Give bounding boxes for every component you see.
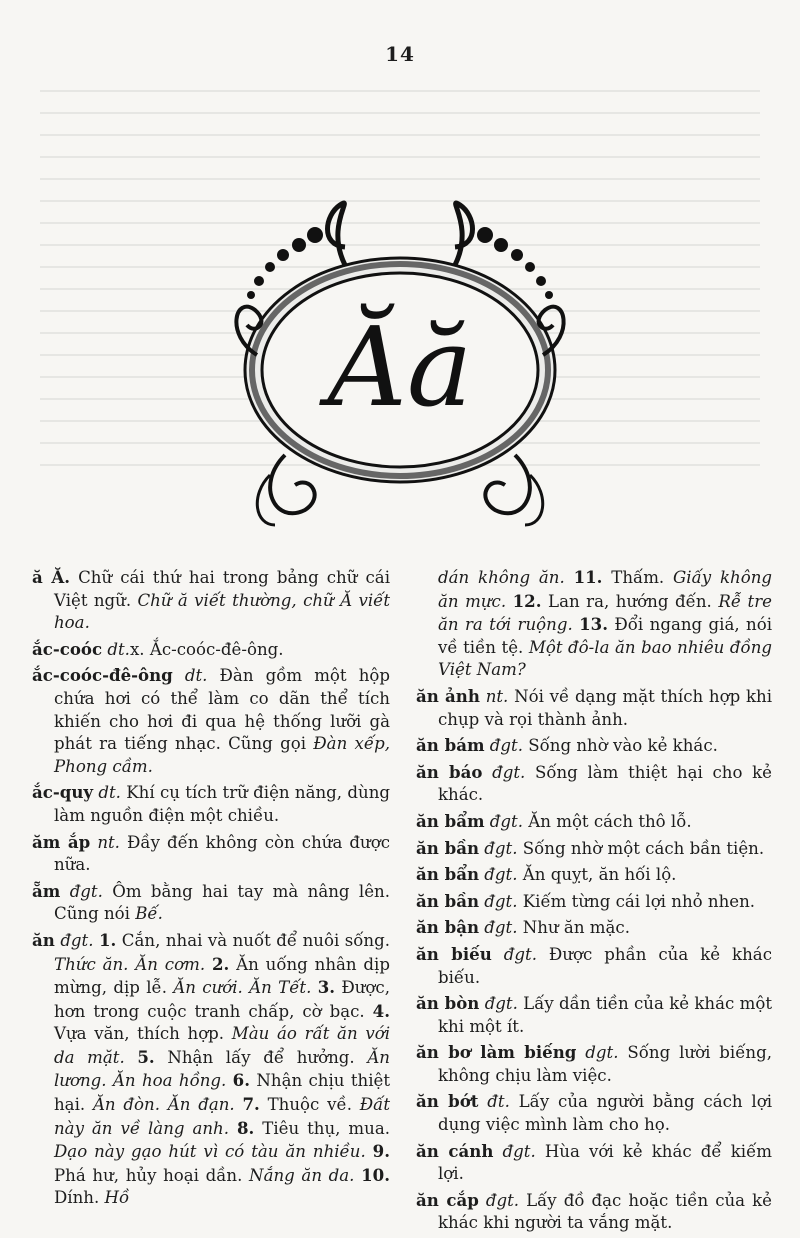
definition-text: [60, 882, 69, 901]
example: Thức ăn. Ăn cơm.: [54, 954, 206, 974]
headword: ăn bẩm: [416, 810, 485, 831]
part-of-speech: đgt.: [492, 762, 526, 782]
headword: ă Ă.: [32, 567, 70, 587]
headword: ăn bám: [416, 735, 485, 756]
definition-text: Lấy đồ đạc hoặc tiền của kẻ khác khi người ta vắng mặt.: [438, 1190, 772, 1233]
headword: ăn báo: [416, 761, 483, 782]
part-of-speech: dt.: [107, 639, 130, 659]
dictionary-entry: [32, 566, 390, 635]
part-of-speech: nt.: [485, 686, 509, 706]
sense-number: 1.: [98, 929, 117, 950]
headword: ăn biếu: [416, 943, 492, 964]
example: Ăn lương. Ăn hoa hồng.: [54, 1047, 390, 1091]
sense-number: 2.: [211, 953, 230, 974]
part-of-speech: đgt.: [484, 838, 518, 858]
headword: ăn bẩn: [416, 864, 480, 885]
dictionary-entry: [32, 880, 390, 926]
dictionary-entry: [32, 664, 390, 778]
part-of-speech: đgt.: [60, 930, 94, 950]
definition-text: Phá hư, hủy hoại dần.: [54, 1165, 250, 1185]
dictionary-entry: [416, 1189, 772, 1235]
definition-text: Vựa văn, thích hợp.: [54, 1024, 232, 1044]
part-of-speech: đt.: [487, 1092, 510, 1112]
example: Rễ tre ăn ra tới ruộng.: [438, 591, 772, 635]
definition-text: Lấy dần tiền của kẻ khác một khi một ít.: [438, 994, 772, 1036]
definition-text: Hùa với kẻ khác để kiếm lợi.: [438, 1141, 773, 1184]
headword: ăn: [32, 929, 55, 950]
definition-text: [576, 1043, 585, 1062]
right-column: [416, 566, 772, 1238]
headword: ăn cắp: [416, 1189, 479, 1210]
part-of-speech: dt.: [184, 666, 208, 686]
part-of-speech: dt.: [98, 783, 121, 803]
headword: ắc-quy: [32, 782, 94, 803]
definition-text: Kiếm từng cái lợi nhỏ nhen.: [517, 891, 756, 911]
definition-text: Tiêu thụ, mua.: [254, 1118, 390, 1138]
example: Ăn đòn. Ăn đạn.: [92, 1095, 235, 1115]
dictionary-entry: [32, 831, 390, 877]
example: Giấy không ăn mực.: [438, 568, 772, 611]
headword: ăn bơ làm biếng: [416, 1042, 577, 1063]
sense-number: 11.: [573, 567, 603, 587]
definition-text: Ăn uống nhân dịp mừng, dịp lễ.: [54, 954, 390, 998]
definition-text: Đàn gồm một hộp chứa hơi có thể làm co dãn thể tích khiến cho hơi đi qua hệ thống lưỡi gà phát ra tiếng nhạc. Cũng gọi: [54, 666, 390, 754]
definition-text: [482, 763, 492, 782]
sense-number: 10.: [361, 1164, 390, 1185]
dictionary-entry: [416, 837, 772, 861]
example: Nắng ăn da.: [249, 1165, 355, 1185]
definition-text: x. Ắc-coóc-đê-ông.: [129, 639, 284, 659]
definition-text: Lấy của người bằng cách lợi dụng việc mình làm cho họ.: [438, 1092, 772, 1135]
sense-number: 4.: [372, 1000, 390, 1021]
sense-number: 3.: [317, 977, 336, 998]
headword: ăn bần: [416, 837, 480, 858]
headword: ắc-coóc-đê-ông: [32, 665, 173, 686]
sense-number: 13.: [579, 614, 608, 635]
example: Một đô-la ăn bao nhiêu đồng Việt Nam?: [438, 637, 772, 680]
part-of-speech: dgt.: [585, 1043, 619, 1063]
definition-text: [205, 955, 212, 974]
sense-number: 5.: [137, 1046, 155, 1067]
definition-text: [479, 1191, 486, 1210]
dictionary-entry: [416, 992, 772, 1038]
part-of-speech: nt.: [97, 832, 120, 852]
headword: ăn bòn: [416, 993, 480, 1014]
dictionary-entry: [416, 1090, 772, 1136]
headword: ăn bớt: [416, 1091, 479, 1112]
dictionary-entry: [32, 781, 390, 827]
part-of-speech: đgt.: [484, 891, 518, 911]
dictionary-entry: [416, 734, 772, 758]
part-of-speech: đgt.: [69, 881, 103, 901]
part-of-speech: đgt.: [489, 736, 523, 756]
example: Ăn cưới. Ăn Tết.: [173, 978, 312, 998]
definition-text: [565, 568, 574, 587]
definition-text: Sống làm thiệt hại cho kẻ khác.: [438, 762, 772, 805]
definition-text: [229, 1119, 237, 1138]
definition-text: Sống nhờ một cách bần tiện.: [517, 838, 765, 858]
definition-text: Ăn một cách thô lỗ.: [522, 811, 692, 831]
dictionary-entry: [32, 929, 390, 1210]
headword: ăn cánh: [416, 1140, 494, 1161]
dictionary-entry: [416, 863, 772, 887]
page-number: 14: [385, 42, 415, 66]
definition-text: Chữ cái thứ hai trong bảng chữ cái Việt ngữ.: [54, 568, 391, 610]
dictionary-entry: [32, 638, 390, 662]
definition-text: Lan ra, hướng đến.: [541, 591, 719, 611]
definition-text: [173, 666, 185, 685]
definition-text: Ăn quỵt, ăn hối lộ.: [517, 865, 677, 885]
definition-text: Cắn, nhai và nuốt để nuôi sống.: [116, 930, 390, 950]
dictionary-entry: [416, 1140, 772, 1186]
section-letter: Ăă: [327, 303, 473, 431]
example: Màu áo rất ăn với da mặt.: [54, 1024, 390, 1067]
left-column: [32, 566, 390, 1213]
part-of-speech: đgt.: [484, 865, 518, 885]
entry-continuation: [416, 566, 772, 682]
example: Hồ: [104, 1188, 130, 1208]
part-of-speech: đgt.: [484, 994, 518, 1014]
example: Chữ ă viết thường, chữ Ă viết hoa.: [54, 590, 390, 633]
headword: ăn ảnh: [416, 685, 480, 706]
dictionary-entry: [416, 685, 772, 731]
part-of-speech: đgt.: [485, 1190, 520, 1210]
sense-number: 9.: [372, 1141, 390, 1162]
definition-text: Như ăn mặc.: [517, 918, 630, 938]
definition-text: Nói về dạng mặt thích hợp khi chụp và rọi thành ảnh.: [438, 686, 772, 729]
part-of-speech: đgt.: [489, 811, 523, 831]
headword: ăn bần: [416, 890, 480, 911]
example: Đàn xếp, Phong cầm.: [54, 734, 390, 776]
letter-ornament-frame: [215, 185, 585, 545]
definition-text: Khí cụ tích trữ điện năng, dùng làm nguồn điện một chiều.: [54, 783, 390, 825]
definition-text: Sống lười biếng, không chịu làm việc.: [438, 1043, 772, 1085]
dictionary-entry: [416, 890, 772, 914]
sense-number: 6.: [232, 1070, 250, 1091]
dictionary-entry: [416, 943, 772, 989]
definition-text: [235, 1095, 243, 1114]
part-of-speech: đgt.: [503, 944, 537, 964]
example: Đất này ăn về làng anh.: [54, 1095, 390, 1138]
definition-text: Được, hơn trong cuộc tranh chấp, cờ bạc.: [54, 978, 390, 1021]
part-of-speech: đgt.: [484, 918, 518, 938]
example: dán không ăn.: [438, 568, 565, 587]
definition-text: Nhận lấy để hưởng.: [154, 1047, 368, 1067]
definition-text: Thấm.: [602, 568, 674, 587]
headword: ăm ắp: [32, 831, 91, 852]
dictionary-entry: [416, 1041, 772, 1087]
definition-text: [366, 1142, 373, 1161]
headword: ẵm: [32, 880, 61, 901]
definition-text: [492, 945, 504, 964]
headword: ắc-coóc: [32, 638, 103, 659]
definition-text: Đầy đến không còn chứa được nữa.: [54, 832, 390, 875]
sense-number: 12.: [512, 590, 542, 611]
definition-text: [125, 1048, 138, 1067]
definition-text: Thuộc về.: [259, 1095, 360, 1115]
definition-text: Nhận chịu thiệt hại.: [54, 1071, 390, 1115]
sense-number: 7.: [242, 1094, 260, 1115]
example: Dạo này gạo hút vì có tàu ăn nhiều.: [54, 1142, 366, 1162]
dictionary-entry: [416, 810, 772, 834]
definition-text: Dính.: [54, 1188, 105, 1208]
sense-number: 8.: [236, 1117, 255, 1138]
definition-text: Sống nhờ vào kẻ khác.: [522, 736, 718, 756]
dictionary-columns: [0, 566, 800, 1233]
headword: ăn bận: [416, 917, 480, 938]
example: Bế.: [135, 904, 163, 924]
definition-text: Ôm bằng hai tay mà nâng lên. Cũng nói: [54, 881, 390, 924]
dictionary-entry: [416, 916, 772, 940]
definition-text: Đổi ngang giá, nói về tiền tệ.: [438, 615, 772, 657]
definition-text: [493, 1142, 502, 1161]
definition-text: Được phần của kẻ khác biếu.: [438, 944, 772, 987]
part-of-speech: đgt.: [502, 1141, 536, 1161]
dictionary-entry: [416, 761, 772, 807]
definition-text: [478, 1092, 487, 1111]
